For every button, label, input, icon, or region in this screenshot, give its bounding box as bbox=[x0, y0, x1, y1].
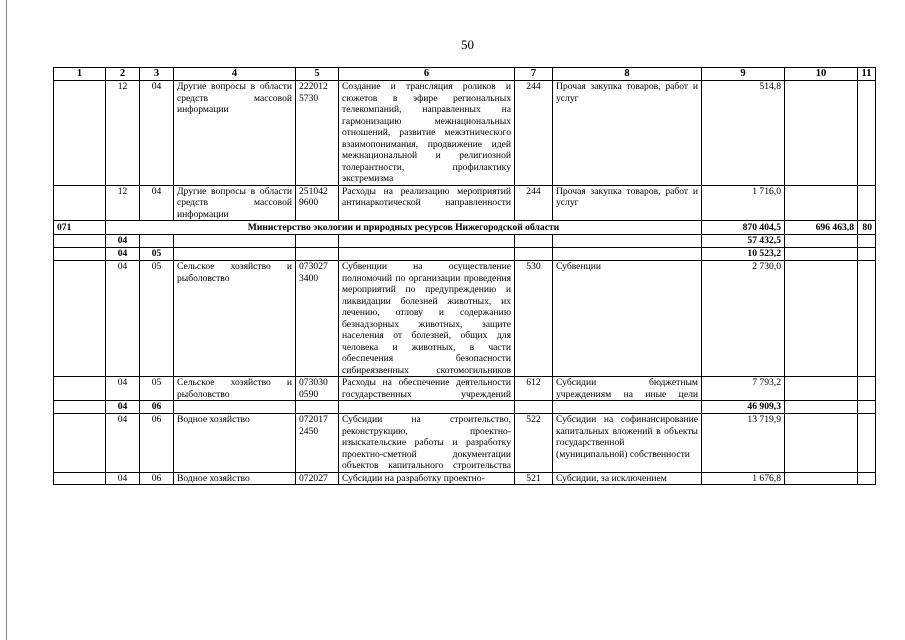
subsection-row bbox=[54, 401, 876, 414]
expense-type-code: 244 bbox=[515, 81, 553, 186]
table-row bbox=[54, 81, 876, 186]
subsection-code: 05 bbox=[140, 377, 174, 401]
expense-type-name: Субвенции bbox=[553, 261, 702, 377]
target-code: 222012 5730 bbox=[296, 81, 339, 186]
expense-description: Субсидии на разработку проектно- bbox=[339, 472, 515, 485]
target-code: 251042 9600 bbox=[296, 185, 339, 221]
section-code: 12 bbox=[106, 185, 140, 221]
target-code: 072027 bbox=[296, 472, 339, 485]
target-code: 072017 2450 bbox=[296, 414, 339, 473]
ministry-row bbox=[54, 221, 876, 235]
section-code: 12 bbox=[106, 81, 140, 186]
amount: 1 676,8 bbox=[702, 472, 785, 485]
subsection-code: 06 bbox=[140, 472, 174, 485]
section-name: Водное хозяйство bbox=[174, 414, 296, 473]
col-header: 2 bbox=[106, 68, 140, 81]
section-code: 04 bbox=[106, 261, 140, 377]
section-name: Водное хозяйство bbox=[174, 472, 296, 485]
col-header: 6 bbox=[339, 68, 515, 81]
col-header: 3 bbox=[140, 68, 174, 81]
expense-type-name: Субсидии на софинансирование капитальных вложений в объекты государственной (муниципальной) собственности bbox=[553, 414, 702, 473]
section-code: 04 bbox=[106, 235, 140, 248]
subsection-row bbox=[54, 248, 876, 261]
target-code: 073027 3400 bbox=[296, 261, 339, 377]
budget-table bbox=[53, 67, 876, 485]
section-code: 04 bbox=[106, 472, 140, 485]
section-code: 04 bbox=[106, 401, 140, 414]
col-header: 8 bbox=[553, 68, 702, 81]
ministry-total: 870 404,5 bbox=[702, 221, 785, 235]
page-edge-line bbox=[6, 0, 7, 640]
col-header: 7 bbox=[515, 68, 553, 81]
subsection-code: 05 bbox=[140, 248, 174, 261]
table-row bbox=[54, 261, 876, 377]
section-name: Другие вопросы в области средств массовой информации bbox=[174, 185, 296, 221]
page-number: 50 bbox=[461, 37, 474, 52]
expense-type-code: 522 bbox=[515, 414, 553, 473]
ministry-total-2: 696 463,8 bbox=[785, 221, 858, 235]
subsection-total: 46 909,3 bbox=[702, 401, 785, 414]
col-header: 9 bbox=[702, 68, 785, 81]
section-name: Сельское хозяйство и рыболовство bbox=[174, 261, 296, 377]
subsection-code: 06 bbox=[140, 401, 174, 414]
section-name: Сельское хозяйство и рыболовство bbox=[174, 377, 296, 401]
table-row bbox=[54, 472, 876, 485]
expense-type-name: Субсидии бюджетным учреждениям на иные цели bbox=[553, 377, 702, 401]
amount: 514,8 bbox=[702, 81, 785, 186]
ministry-percent: 80 bbox=[858, 221, 876, 235]
expense-type-code: 612 bbox=[515, 377, 553, 401]
column-number-row bbox=[54, 68, 876, 81]
amount: 1 716,0 bbox=[702, 185, 785, 221]
subsection-code: 04 bbox=[140, 185, 174, 221]
expense-type-code: 530 bbox=[515, 261, 553, 377]
col-header: 11 bbox=[858, 68, 876, 81]
section-total: 57 432,5 bbox=[702, 235, 785, 248]
target-code: 073030 0590 bbox=[296, 377, 339, 401]
table-row bbox=[54, 414, 876, 473]
amount: 2 730,0 bbox=[702, 261, 785, 377]
subsection-code: 04 bbox=[140, 81, 174, 186]
col-header: 4 bbox=[174, 68, 296, 81]
expense-description: Субвенции на осуществление полномочий по организации проведения мероприятий по предупреждению и ликвидации болезней животных, их лечению, отлову и содержанию безнадзорных животных, защите населения от болезней, общих для человека и животных, в части обеспечения безопасности сибиреязвенных скотомогильников bbox=[339, 261, 515, 377]
col-header: 10 bbox=[785, 68, 858, 81]
expense-description: Расходы на реализацию мероприятий антинаркотической направленности bbox=[339, 185, 515, 221]
expense-type-name: Субсидии, за исключением bbox=[553, 472, 702, 485]
section-code: 04 bbox=[106, 414, 140, 473]
amount: 13 719,9 bbox=[702, 414, 785, 473]
expense-description: Расходы на обеспечение деятельности государственных учреждений bbox=[339, 377, 515, 401]
expense-type-name: Прочая закупка товаров, работ и услуг bbox=[553, 81, 702, 186]
section-row bbox=[54, 235, 876, 248]
table-row bbox=[54, 377, 876, 401]
section-code: 04 bbox=[106, 377, 140, 401]
expense-type-code: 244 bbox=[515, 185, 553, 221]
col-header: 5 bbox=[296, 68, 339, 81]
ministry-name: Министерство экологии и природных ресурсов Нижегородской области bbox=[106, 221, 702, 235]
expense-type-code: 521 bbox=[515, 472, 553, 485]
expense-description: Создание и трансляция роликов и сюжетов в эфире региональных телекомпаний, направленных на гармонизацию межнациональных отношений, развитие межэтнического взаимопонимания, продвижение идей межнациональной и религиозной толерантности, профилактику экстремизма bbox=[339, 81, 515, 186]
amount: 7 793,2 bbox=[702, 377, 785, 401]
section-name: Другие вопросы в области средств массовой информации bbox=[174, 81, 296, 186]
subsection-total: 10 523,2 bbox=[702, 248, 785, 261]
col-header: 1 bbox=[54, 68, 106, 81]
ministry-code: 071 bbox=[54, 221, 106, 235]
table-row bbox=[54, 185, 876, 221]
subsection-code: 05 bbox=[140, 261, 174, 377]
section-code: 04 bbox=[106, 248, 140, 261]
expense-description: Субсидии на строительство, реконструкцию, проектно-изыскательские работы и разработку проектно-сметной документации объектов капитального строительства bbox=[339, 414, 515, 473]
subsection-code: 06 bbox=[140, 414, 174, 473]
expense-type-name: Прочая закупка товаров, работ и услуг bbox=[553, 185, 702, 221]
